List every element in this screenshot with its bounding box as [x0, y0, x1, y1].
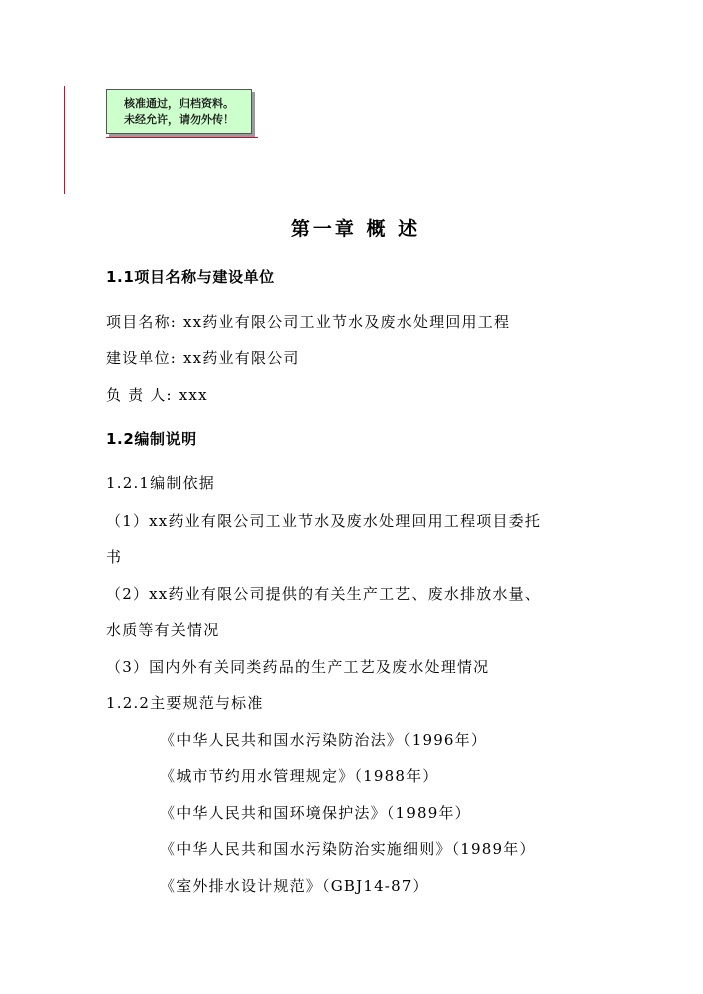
basis-item-2: （2）xx药业有限公司提供的有关生产工艺、废水排放水量、 — [106, 585, 542, 603]
subsection-heading-1-2-1: 1.2.1编制依据 — [106, 474, 215, 492]
standard-item-4: 《中华人民共和国水污染防治实施细则》（1989年） — [160, 840, 536, 858]
standard-item-3: 《中华人民共和国环境保护法》（1989年） — [160, 804, 471, 822]
stamp-underline — [106, 137, 258, 138]
section-heading-1-2: 1.2编制说明 — [106, 430, 197, 448]
stamp-line-2: 未经允许，请勿外传！ — [124, 113, 234, 126]
responsible-person-line: 负 责 人: xxx — [106, 386, 208, 404]
standard-item-5: 《室外排水设计规范》（GBJ14-87） — [160, 877, 429, 895]
margin-line — [64, 86, 65, 194]
stamp-line-1: 核准通过，归档资料。 — [124, 97, 234, 110]
section-heading-1-1: 1.1项目名称与建设单位 — [106, 268, 275, 286]
basis-item-1-cont: 书 — [106, 548, 123, 566]
chapter-title: 第一章 概 述 — [290, 218, 421, 240]
subsection-heading-1-2-2: 1.2.2主要规范与标准 — [106, 694, 264, 712]
standard-item-1: 《中华人民共和国水污染防治法》（1996年） — [160, 731, 488, 749]
basis-item-2-cont: 水质等有关情况 — [106, 621, 220, 639]
project-name-line: 项目名称: xx药业有限公司工业节水及废水处理回用工程 — [106, 313, 511, 331]
construction-unit-line: 建设单位: xx药业有限公司 — [106, 349, 300, 367]
basis-item-1: （1）xx药业有限公司工业节水及废水处理回用工程项目委托 — [106, 512, 542, 530]
approval-stamp — [106, 89, 252, 134]
standard-item-2: 《城市节约用水管理规定》（1988年） — [160, 767, 439, 785]
basis-item-3: （3）国内外有关同类药品的生产工艺及废水处理情况 — [106, 658, 490, 676]
